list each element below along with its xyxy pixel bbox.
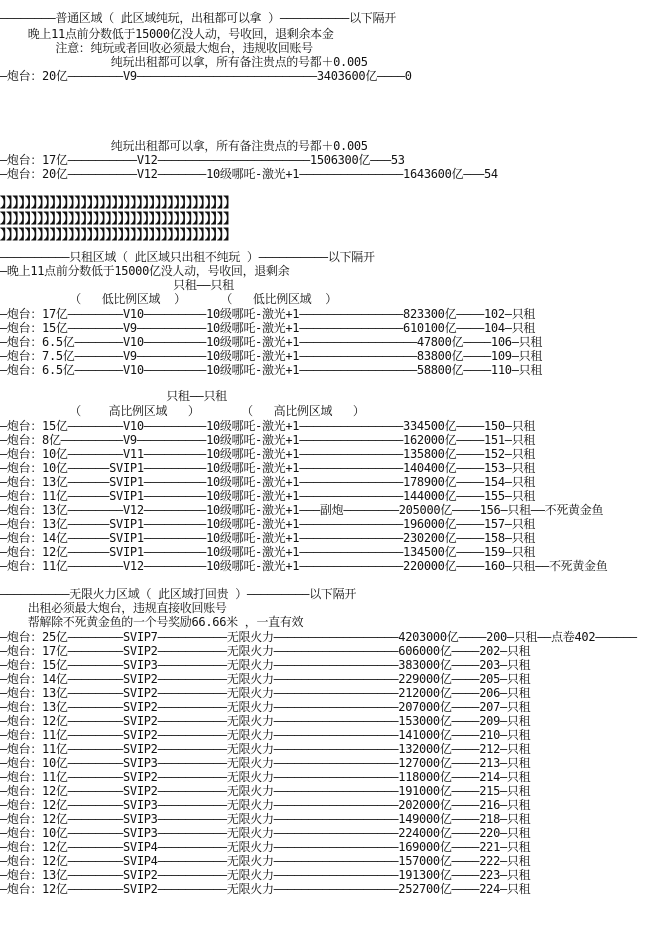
separator-bracket-row: 】】】】】】】】】】】】】】】】】】】】】】】】】】】】】】】】】】】】】	[0, 212, 236, 227]
listing-row: —炮台：17亿——————————V12——————————————————————1506300亿———53	[0, 153, 405, 167]
subheading: 只租——只租	[0, 278, 234, 292]
listing-row: —炮台：11亿————————SVIP2——————————无限火力——————————————————141000亿————210—只租	[0, 728, 531, 742]
section-header-normal: ————————普通区域（ 此区域纯玩，出租都可以拿 ）——————————以下隔开	[0, 11, 396, 25]
listing-row: —炮台：13亿——————SVIP1—————————10级哪吒-激光+1———————————————178900亿————154—只租	[0, 475, 536, 489]
listing-row: —炮台：13亿————————V12—————————10级哪吒-激光+1———副炮————————205000亿————156—只租——不死黄金鱼	[0, 503, 604, 517]
note-line: 纯玩出租都可以拿，所有备注贵点的号都＋0.005	[0, 55, 368, 69]
listing-row: —炮台：11亿————————V12—————————10级哪吒-激光+1———————————————220000亿————160—只租——不死黄金鱼	[0, 559, 608, 573]
note-line: 晚上11点前分数低于15000亿没人动，号收回，退剩余本金	[0, 27, 334, 41]
note-line: 注意：纯玩或者回收必须最大炮台，违规收回账号	[0, 41, 313, 55]
listing-row: —炮台：12亿————————SVIP3——————————无限火力——————————————————149000亿————218—只租	[0, 812, 531, 826]
listing-row: —炮台：14亿————————SVIP2——————————无限火力——————————————————229000亿————205—只租	[0, 672, 531, 686]
separator-bracket-row: 】】】】】】】】】】】】】】】】】】】】】】】】】】】】】】】】】】】】】	[0, 196, 236, 211]
listing-row: —炮台：12亿————————SVIP2——————————无限火力——————————————————191000亿————215—只租	[0, 784, 531, 798]
subheading-high-ratio: （ 高比例区域 ） （ 高比例区域 ）	[0, 404, 365, 418]
listing-row: —炮台：12亿————————SVIP3——————————无限火力——————————————————202000亿————216—只租	[0, 798, 531, 812]
listing-row: —炮台：12亿————————SVIP4——————————无限火力——————————————————157000亿————222—只租	[0, 854, 531, 868]
listing-row: —炮台：13亿————————SVIP2——————————无限火力——————————————————212000亿————206—只租	[0, 686, 531, 700]
listing-row: —炮台：17亿————————V10—————————10级哪吒-激光+1———————————————823300亿————102—只租	[0, 307, 536, 321]
subheading-low-ratio: （ 低比例区域 ） （ 低比例区域 ）	[0, 292, 337, 306]
listing-row: —炮台：15亿————————V10—————————10级哪吒-激光+1———————————————334500亿————150—只租	[0, 419, 536, 433]
listing-row: —炮台：13亿————————SVIP2——————————无限火力——————————————————191300亿————223—只租	[0, 868, 531, 882]
listing-row: —炮台：15亿————————V9——————————10级哪吒-激光+1———————————————610100亿————104—只租	[0, 321, 536, 335]
listing-row: —炮台：20亿——————————V12———————10级哪吒-激光+1———————————————1643600亿———54	[0, 167, 498, 181]
listing-row: —炮台：12亿——————SVIP1—————————10级哪吒-激光+1———————————————134500亿————159—只租	[0, 545, 536, 559]
listing-row: —炮台：10亿————————SVIP3——————————无限火力——————————————————224000亿————220—只租	[0, 826, 531, 840]
listing-row: —炮台：12亿————————SVIP4——————————无限火力——————————————————169000亿————221—只租	[0, 840, 531, 854]
note-line: 出租必须最大炮台，违规直接收回账号	[0, 601, 227, 615]
note-line: —晚上11点前分数低于15000亿没人动，号收回，退剩余	[0, 264, 290, 278]
listing-row: —炮台：6.5亿———————V10—————————10级哪吒-激光+1—————————————————58800亿————110—只租	[0, 363, 543, 377]
listing-row: —炮台：10亿——————SVIP1—————————10级哪吒-激光+1———————————————140400亿————153—只租	[0, 461, 536, 475]
listing-row: —炮台：12亿————————SVIP2——————————无限火力——————————————————252700亿————224—只租	[0, 882, 531, 896]
listing-row: —炮台：15亿————————SVIP3——————————无限火力——————————————————383000亿————203—只租	[0, 658, 531, 672]
listing-row: —炮台：20亿————————V9——————————————————————————3403600亿————0	[0, 69, 412, 83]
listing-row: —炮台：13亿——————SVIP1—————————10级哪吒-激光+1———————————————196000亿————157—只租	[0, 517, 536, 531]
listing-row: —炮台：8亿—————————V9——————————10级哪吒-激光+1———————————————162000亿————151—只租	[0, 433, 536, 447]
listing-row: —炮台：12亿————————SVIP2——————————无限火力——————————————————153000亿————209—只租	[0, 714, 531, 728]
subheading: 只租——只租	[0, 389, 227, 403]
listing-row: —炮台：11亿————————SVIP2——————————无限火力——————————————————118000亿————214—只租	[0, 770, 531, 784]
listing-row: —炮台：7.5亿———————V9——————————10级哪吒-激光+1—————————————————83800亿————109—只租	[0, 349, 543, 363]
separator-bracket-row: 】】】】】】】】】】】】】】】】】】】】】】】】】】】】】】】】】】】】】	[0, 228, 236, 243]
listing-row: —炮台：14亿——————SVIP1—————————10级哪吒-激光+1———————————————230200亿————158—只租	[0, 531, 536, 545]
listing-row: —炮台：10亿————————SVIP3——————————无限火力——————————————————127000亿————213—只租	[0, 756, 531, 770]
listing-row: —炮台：17亿————————SVIP2——————————无限火力——————————————————606000亿————202—只租	[0, 644, 531, 658]
listing-row: —炮台：13亿————————SVIP2——————————无限火力——————————————————207000亿————207—只租	[0, 700, 531, 714]
listing-row: —炮台：6.5亿———————V10—————————10级哪吒-激光+1—————————————————47800亿————106—只租	[0, 335, 543, 349]
note-line: 纯玩出租都可以拿，所有备注贵点的号都＋0.005	[0, 139, 368, 153]
listing-row: —炮台：11亿————————SVIP2——————————无限火力——————————————————132000亿————212—只租	[0, 742, 531, 756]
listing-row: —炮台：25亿————————SVIP7——————————无限火力——————————————————4203000亿————200—只租——点卷402——————	[0, 630, 637, 644]
listing-row: —炮台：10亿————————V11—————————10级哪吒-激光+1———————————————135800亿————152—只租	[0, 447, 536, 461]
section-header-rent: ——————————只租区域（ 此区域只出租不纯玩 ）——————————以下隔开	[0, 250, 375, 264]
listing-row: —炮台：11亿——————SVIP1—————————10级哪吒-激光+1———————————————144000亿————155—只租	[0, 489, 536, 503]
note-line: 帮解除不死黄金鱼的一个号奖励66.66米 ，一直有效	[0, 615, 304, 629]
section-header-fire: ——————————无限火力区域（ 此区域打回贵 ）—————————以下隔开	[0, 587, 357, 601]
